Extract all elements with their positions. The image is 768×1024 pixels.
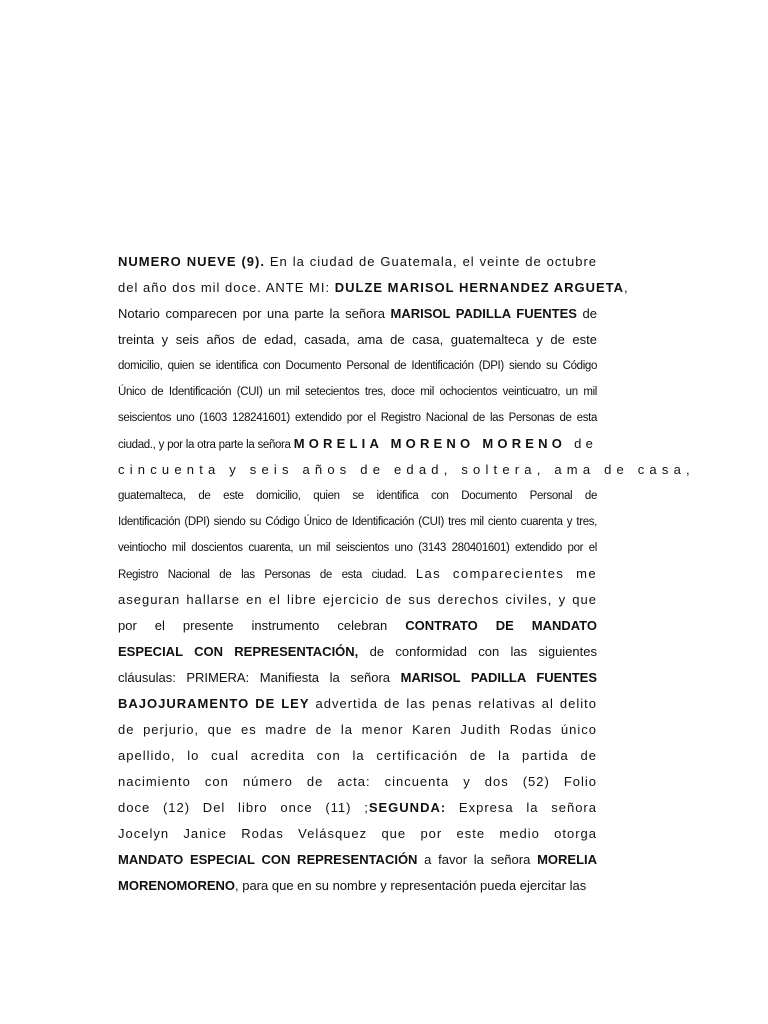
text-run: de: [576, 306, 597, 321]
text-line: [118, 772, 597, 798]
text-run: aseguran hallarse en el libre ejercicio de sus derechos civiles, y que: [118, 592, 597, 607]
text-run: Jocelyn Janice Rodas Velásquez que por este medio otorga: [118, 826, 597, 841]
text-line: [118, 824, 597, 850]
text-line: [118, 382, 597, 408]
text-run: por el presente instrumento celebran: [118, 618, 406, 633]
document-body: [118, 252, 695, 902]
text-line: [118, 538, 597, 564]
text-line: [118, 486, 597, 512]
text-run: guatemalteca, de este domicilio, quien se identifica con Documento Personal de: [118, 490, 597, 502]
text-run: nacimiento con número de acta: cincuenta y dos (52) Folio: [118, 774, 597, 789]
text-line: [118, 668, 597, 694]
text-line: [118, 850, 597, 876]
text-run: ,: [624, 280, 629, 295]
text-line: [118, 408, 597, 434]
party-name: MORENOMORENO: [118, 878, 235, 893]
text-run: domicilio, quien se identifica con Documento Personal de Identificación (DPI) siendo su Código: [118, 360, 597, 372]
text-run: de: [566, 436, 598, 451]
party-name: MORELIA: [537, 852, 598, 867]
text-line: [118, 798, 597, 824]
text-run: doce (12) Del libro once (11) ;: [118, 800, 369, 815]
text-run: Registro Nacional de las Personas de esta ciudad.: [118, 569, 416, 581]
oath-clause: BAJOJURAMENTO DE LEY: [118, 696, 310, 711]
text-run: apellido, lo cual acredita con la certificación de la partida de: [118, 748, 597, 763]
text-run: Único de Identificación (CUI) un mil setecientos tres, doce mil ochocientos veinticuatro, un mil: [118, 386, 597, 398]
text-line: [118, 434, 597, 460]
text-line: [118, 356, 597, 382]
text-run: treinta y seis años de edad, casada, ama de casa, guatemalteca y de este: [118, 332, 597, 347]
text-line: [118, 252, 597, 278]
text-run: cincuenta y seis años de edad, soltera, ama de casa,: [118, 462, 695, 477]
text-run: advertida de las penas relativas al delito: [309, 696, 597, 711]
contract-title: CONTRATO DE MANDATO: [405, 618, 597, 633]
contract-title: ESPECIAL CON REPRESENTACIÓN,: [118, 644, 359, 659]
party-name: MARISOL PADILLA FUENTES: [390, 306, 577, 321]
text-run: En la ciudad de Guatemala, el veinte de octubre: [264, 254, 598, 269]
text-line: [118, 720, 597, 746]
text-line: [118, 590, 597, 616]
text-line: [118, 642, 597, 668]
text-run: veintiocho mil doscientos cuarenta, un mil seiscientos uno (3143 280401601) extendido por el: [118, 542, 597, 554]
text-line: [118, 512, 597, 538]
text-line: [118, 330, 597, 356]
text-run: de conformidad con las siguientes: [358, 644, 597, 659]
text-run: Identificación (DPI) siendo su Código Único de Identificación (CUI) tres mil ciento cuarenta y tres,: [118, 516, 597, 528]
text-run: cláusulas: PRIMERA: Manifiesta la señora: [118, 670, 401, 685]
text-run: seiscientos uno (1603 128241601) extendido por el Registro Nacional de las Personas de esta: [118, 412, 597, 424]
text-line: [118, 278, 629, 304]
text-line: [118, 746, 597, 772]
party-name: MORELIA MORENO MORENO: [293, 436, 567, 451]
act-number: NUMERO NUEVE (9).: [118, 254, 265, 269]
text-line: [118, 564, 597, 590]
clause-heading: SEGUNDA:: [368, 800, 447, 815]
text-run: de perjurio, que es madre de la menor Karen Judith Rodas único: [118, 722, 597, 737]
text-run: ciudad., y por la otra parte la señora: [118, 439, 294, 451]
text-run: Las comparecientes me: [415, 566, 597, 581]
text-run: del año dos mil doce. ANTE MI:: [118, 280, 335, 295]
text-run: Expresa la señora: [446, 800, 597, 815]
text-line: [118, 616, 597, 642]
text-run: a favor la señora: [417, 852, 538, 867]
text-line: [118, 460, 695, 486]
text-line: [118, 876, 597, 902]
text-line: [118, 304, 597, 330]
party-name: MARISOL PADILLA FUENTES: [400, 670, 598, 685]
text-run: , para que en su nombre y representación pueda ejercitar las: [235, 878, 587, 893]
text-line: [118, 694, 597, 720]
contract-title: MANDATO ESPECIAL CON REPRESENTACIÓN: [118, 852, 418, 867]
text-run: Notario comparecen por una parte la señora: [118, 306, 391, 321]
notary-name: DULZE MARISOL HERNANDEZ ARGUETA: [334, 280, 625, 295]
